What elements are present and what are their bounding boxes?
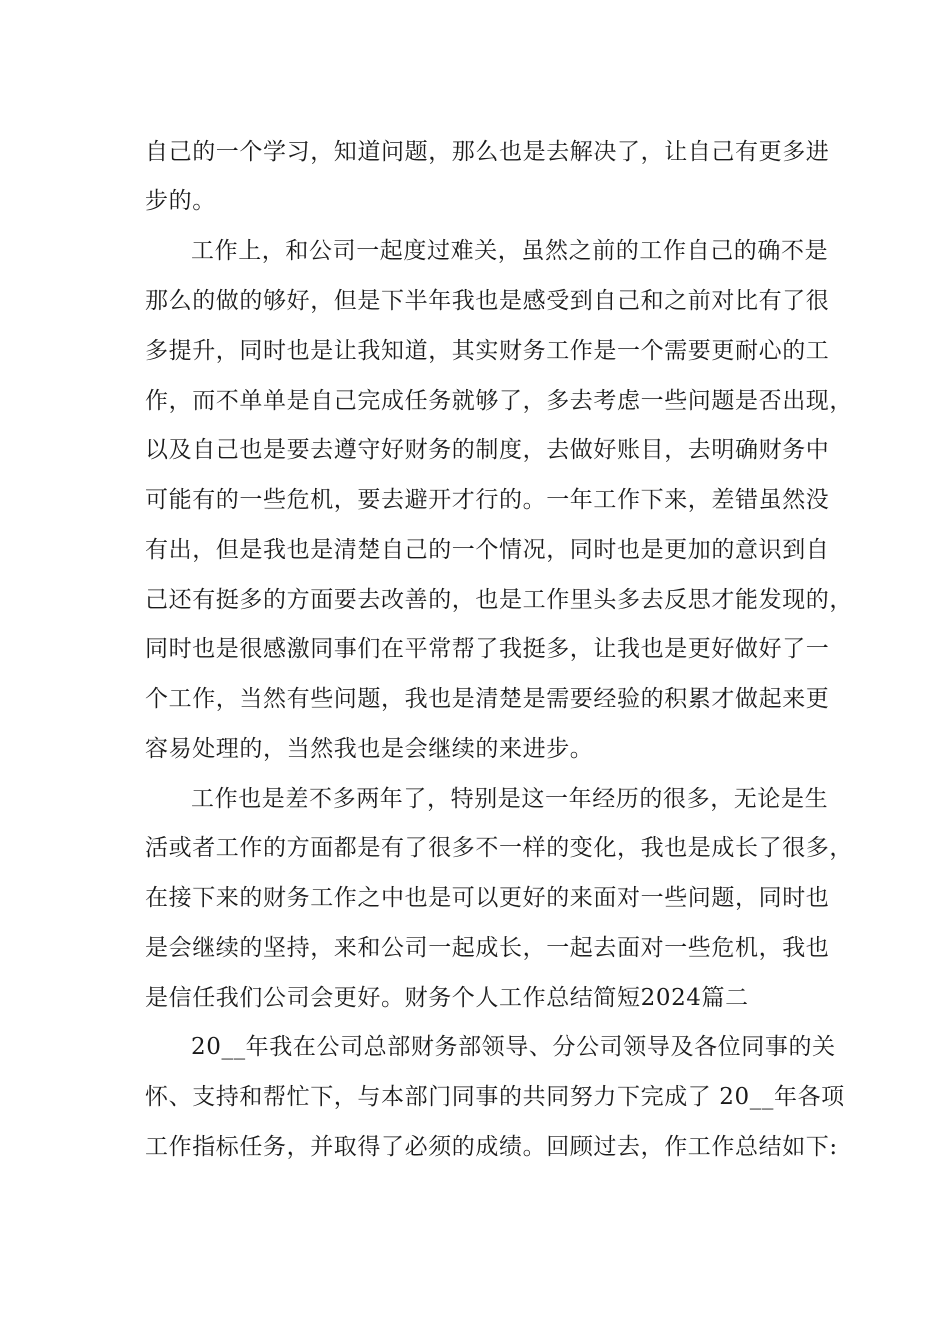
text-line: 工作上，和公司一起度过难关，虽然之前的工作自己的确不是 [191,238,829,264]
text-line: 步的。 [145,188,216,214]
text-line: 多提升，同时也是让我知道，其实财务工作是一个需要更耐心的工 [145,338,830,364]
text-line: 自己的一个学习，知道问题，那么也是去解决了，让自己有更多进 [145,139,830,165]
text-line: 20__年我在公司总部财务部领导、分公司领导及各位同事的关 [191,1034,836,1060]
text-line: 可能有的一些危机，要去避开才行的。一年工作下来，差错虽然没 [145,487,830,513]
text-line: 是会继续的坚持，来和公司一起成长，一起去面对一些危机，我也 [145,935,830,961]
text-line: 有出，但是我也是清楚自己的一个情况，同时也是更加的意识到自 [145,537,830,563]
text-line: 活或者工作的方面都是有了很多不一样的变化，我也是成长了很多， [145,835,853,861]
text-line: 己还有挺多的方面要去改善的，也是工作里头多去反思才能发现的， [145,587,853,613]
text-line: 个工作，当然有些问题，我也是清楚是需要经验的积累才做起来更 [145,686,830,712]
text-line: 作，而不单单是自己完成任务就够了，多去考虑一些问题是否出现， [145,388,853,414]
text-line: 同时也是很感激同事们在平常帮了我挺多，让我也是更好做好了一 [145,636,830,662]
text-line: 怀、支持和帮忙下，与本部门同事的共同努力下完成了 20__年各项 [145,1084,845,1110]
text-line: 是信任我们公司会更好。财务个人工作总结简短2024篇二 [145,985,749,1011]
text-line: 在接下来的财务工作之中也是可以更好的来面对一些问题，同时也 [145,885,830,911]
text-line: 工作也是差不多两年了，特别是这一年经历的很多，无论是生 [191,786,829,812]
text-line: 容易处理的，当然我也是会继续的来进步。 [145,736,594,762]
text-line: 工作指标任务，并取得了必须的成绩。回顾过去，作工作总结如下: [145,1134,838,1160]
text-line: 以及自己也是要去遵守好财务的制度，去做好账目，去明确财务中 [145,437,830,463]
text-line: 那么的做的够好，但是下半年我也是感受到自己和之前对比有了很 [145,288,830,314]
